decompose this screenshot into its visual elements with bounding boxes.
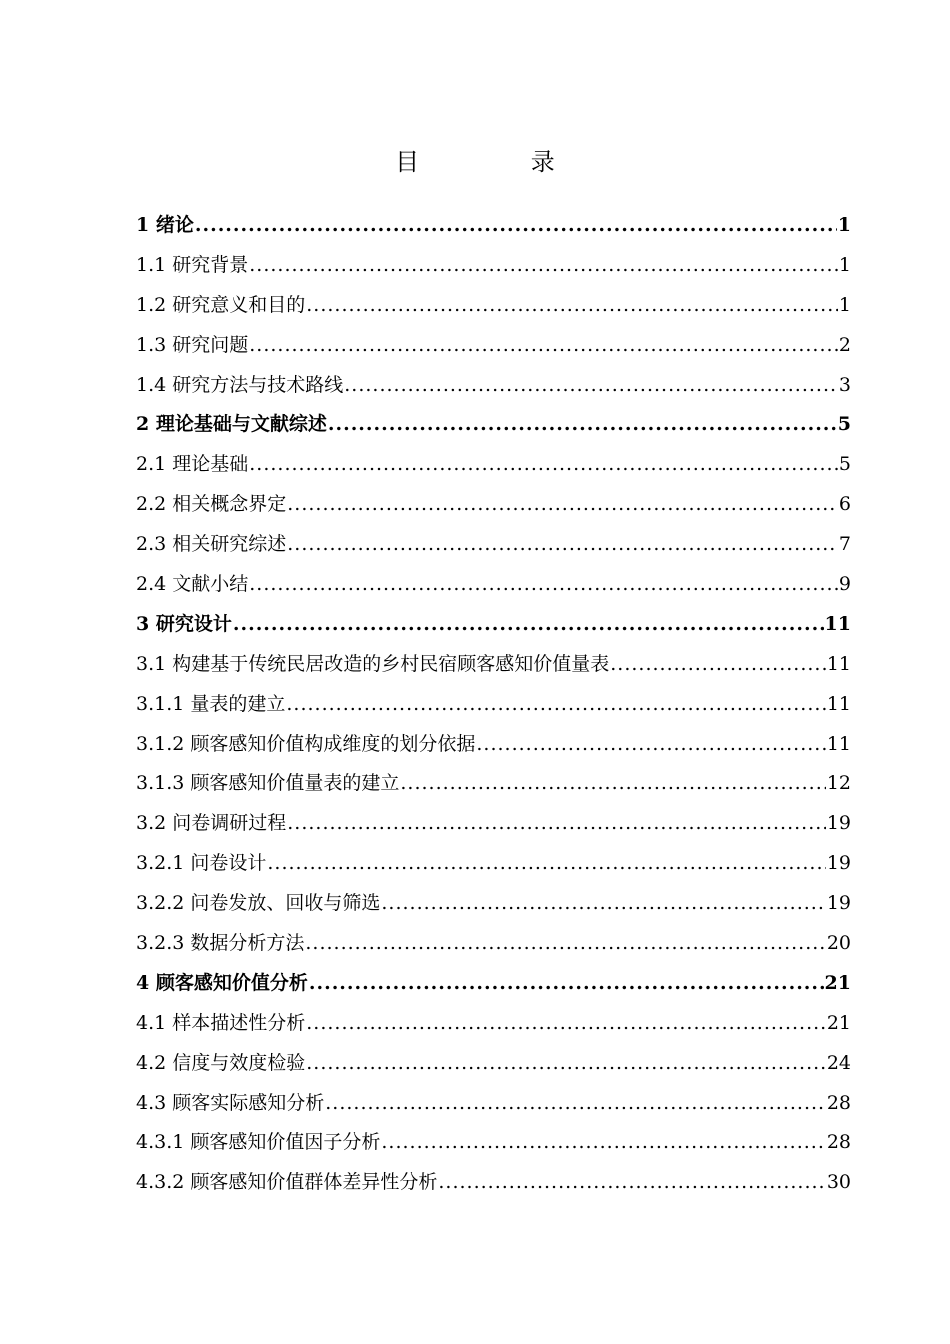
- toc-section-entry[interactable]: [136, 923, 851, 963]
- toc-section-entry[interactable]: [136, 325, 851, 365]
- toc-entry-label: 2.4 文献小结: [136, 573, 249, 596]
- toc-page-number: 11: [824, 612, 851, 635]
- toc-entry-label: 1.1 研究背景: [136, 253, 249, 276]
- toc-section-entry[interactable]: [136, 763, 851, 803]
- toc-dot-leader: [306, 285, 838, 325]
- toc-dot-leader: [305, 923, 825, 963]
- toc-entry-label: 4.1 样本描述性分析: [136, 1011, 306, 1034]
- toc-dot-leader: [287, 803, 826, 843]
- toc-dot-leader: [195, 205, 837, 245]
- toc-page-number: 19: [826, 892, 851, 915]
- toc-dot-leader: [438, 1162, 825, 1202]
- toc-dot-leader: [233, 604, 824, 644]
- toc-page-number: 21: [826, 1011, 851, 1034]
- toc-dot-leader: [287, 524, 838, 564]
- toc-entry-label: 3.1.2 顾客感知价值构成维度的划分依据: [136, 732, 476, 755]
- toc-chapter-entry[interactable]: [136, 963, 851, 1003]
- toc-dot-leader: [249, 564, 838, 604]
- toc-entry-label: 3.2.3 数据分析方法: [136, 932, 305, 955]
- toc-page-number: 11: [826, 692, 851, 715]
- toc-list: [136, 205, 851, 1202]
- toc-page-number: 30: [826, 1171, 851, 1194]
- toc-page-number: 5: [837, 413, 851, 436]
- toc-entry-label: 4.2 信度与效度检验: [136, 1051, 306, 1074]
- toc-section-entry[interactable]: [136, 883, 851, 923]
- toc-page-number: 2: [838, 333, 851, 356]
- toc-page-number: 24: [826, 1051, 851, 1074]
- toc-entry-label: 3.2.2 问卷发放、回收与筛选: [136, 892, 381, 915]
- toc-dot-leader: [287, 484, 838, 524]
- toc-dot-leader: [325, 1083, 826, 1123]
- toc-page-number: 1: [838, 293, 851, 316]
- toc-entry-label: 1 绪论: [136, 214, 194, 236]
- toc-section-entry[interactable]: [136, 684, 851, 724]
- toc-dot-leader: [306, 1003, 826, 1043]
- toc-entry-label: 4.3.1 顾客感知价值因子分析: [136, 1131, 381, 1154]
- toc-entry-label: 1.4 研究方法与技术路线: [136, 373, 344, 396]
- toc-page-number: 28: [826, 1091, 851, 1114]
- toc-entry-label: 3 研究设计: [136, 612, 232, 635]
- toc-entry-label: 2 理论基础与文献综述: [136, 413, 327, 436]
- toc-dot-leader: [306, 1043, 826, 1083]
- toc-section-entry[interactable]: [136, 444, 851, 484]
- toc-chapter-entry[interactable]: [136, 404, 851, 444]
- toc-section-entry[interactable]: [136, 724, 851, 764]
- toc-dot-leader: [249, 444, 838, 484]
- toc-dot-leader: [381, 883, 825, 923]
- toc-section-entry[interactable]: [136, 245, 851, 285]
- toc-page-number: 5: [838, 453, 851, 476]
- toc-section-entry[interactable]: [136, 564, 851, 604]
- toc-dot-leader: [249, 245, 838, 285]
- toc-section-entry[interactable]: [136, 1122, 851, 1162]
- toc-page-number: 1: [837, 214, 851, 236]
- toc-page-number: 6: [838, 493, 851, 516]
- toc-page-number: 11: [826, 732, 851, 755]
- toc-section-entry[interactable]: [136, 285, 851, 325]
- toc-page-number: 12: [826, 772, 851, 795]
- toc-chapter-entry[interactable]: [136, 205, 851, 245]
- toc-dot-leader: [249, 325, 838, 365]
- toc-page-number: 20: [826, 932, 851, 955]
- toc-page-number: 21: [824, 971, 851, 994]
- toc-section-entry[interactable]: [136, 1083, 851, 1123]
- toc-page-number: 1: [838, 253, 851, 276]
- toc-entry-label: 3.1.3 顾客感知价值量表的建立: [136, 772, 400, 795]
- toc-section-entry[interactable]: [136, 524, 851, 564]
- toc-page-number: 3: [838, 373, 851, 396]
- toc-section-entry[interactable]: [136, 365, 851, 405]
- toc-entry-label: 3.1 构建基于传统民居改造的乡村民宿顾客感知价值量表: [136, 652, 610, 675]
- toc-chapter-entry[interactable]: [136, 604, 851, 644]
- toc-entry-label: 3.2 问卷调研过程: [136, 812, 287, 835]
- toc-dot-leader: [328, 404, 837, 444]
- toc-entry-label: 1.2 研究意义和目的: [136, 293, 306, 316]
- toc-section-entry[interactable]: [136, 843, 851, 883]
- toc-entry-label: 4.3 顾客实际感知分析: [136, 1091, 325, 1114]
- toc-dot-leader: [476, 724, 825, 764]
- toc-page-number: 7: [838, 533, 851, 556]
- toc-dot-leader: [610, 644, 826, 684]
- toc-dot-leader: [381, 1122, 825, 1162]
- toc-entry-label: 1.3 研究问题: [136, 333, 249, 356]
- toc-entry-label: 2.2 相关概念界定: [136, 493, 287, 516]
- toc-dot-leader: [400, 763, 825, 803]
- toc-dot-leader: [344, 365, 838, 405]
- toc-page-number: 9: [838, 573, 851, 596]
- toc-entry-label: 2.3 相关研究综述: [136, 533, 287, 556]
- toc-section-entry[interactable]: [136, 803, 851, 843]
- toc-section-entry[interactable]: [136, 644, 851, 684]
- toc-title: 目 录: [395, 148, 607, 176]
- toc-dot-leader: [286, 684, 825, 724]
- toc-entry-label: 3.2.1 问卷设计: [136, 852, 267, 875]
- toc-page-number: 28: [826, 1131, 851, 1154]
- toc-entry-label: 2.1 理论基础: [136, 453, 249, 476]
- toc-section-entry[interactable]: [136, 484, 851, 524]
- toc-page-number: 19: [826, 852, 851, 875]
- toc-page-number: 19: [826, 812, 851, 835]
- toc-entry-label: 4 顾客感知价值分析: [136, 971, 308, 994]
- toc-entry-label: 4.3.2 顾客感知价值群体差异性分析: [136, 1171, 438, 1194]
- toc-entry-label: 3.1.1 量表的建立: [136, 692, 286, 715]
- toc-dot-leader: [267, 843, 825, 883]
- toc-section-entry[interactable]: [136, 1162, 851, 1202]
- toc-section-entry[interactable]: [136, 1003, 851, 1043]
- toc-page-number: 11: [826, 652, 851, 675]
- toc-section-entry[interactable]: [136, 1043, 851, 1083]
- toc-dot-leader: [309, 963, 824, 1003]
